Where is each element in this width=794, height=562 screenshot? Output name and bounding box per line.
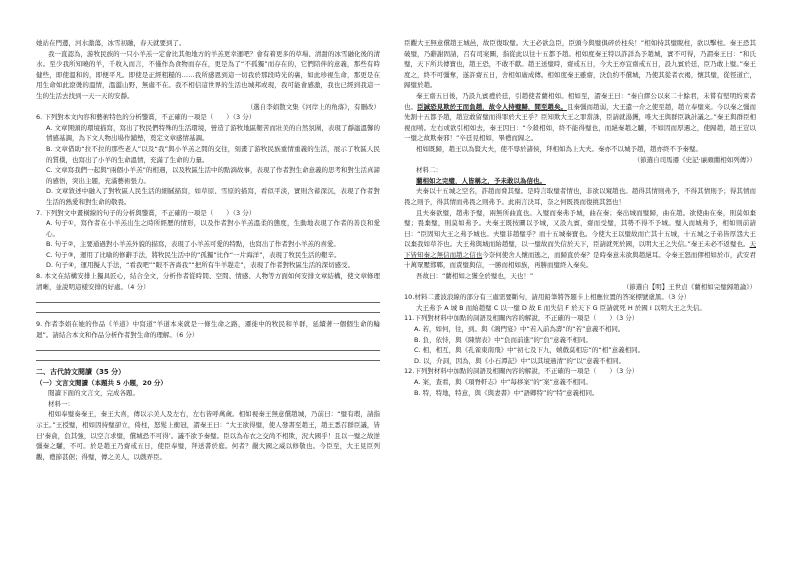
story-paragraph: 我一直認為，游牧民族的一只小羊羔一定會比其他地方的羊羔更幸運吧？會有着更多的草場、清甜的冰雪融化後的清水。至少我所知曉的羊，千收入而言，不僅作為食物而存在，更是為了“不孤獨”而存在的，它們陪伴的意義，那些有時健些，即使溫和的，即便平凡。即使是正經粗糙的……我所感恩到這一切我於那段時光的裏，如此珍視生命，那更是在用生命如此滾燙的溫情，溫澀山野，無處不在。我不相信這世界的生活也城邦或現，我可能會感激，我也已經到我這一生的生活去找到一天一天的安靜。 bbox=[36, 49, 380, 100]
subsection-heading: （一）文言文閱讀（本題共 5 小題，20 分） bbox=[36, 378, 167, 387]
question-9: 9. 作者李娟在她的作品《羊道》中寫道“羊道本來就是一條生命之路，遷徙中的牧民和羊群，延續著一個個生命的輪迴”。請結合本文和作品分析作者對生命的理解。（6 分） bbox=[36, 320, 380, 339]
question-7: 7. 下列對文中畫橫線的句子的分析與鑒賞，不正確的一項是（ ）（3 分） bbox=[36, 208, 256, 217]
answer-line bbox=[36, 302, 380, 303]
q7-option-a: A. 句子①，寫作者在小羊羔出生之時所經歷的情形，以及作者對小羊羔溫柔的態度，生動地表現了作者的善良和愛心。 bbox=[46, 219, 380, 238]
q11-option-a: A. 若，如何，往，到。與《鴻門宴》中“若入前為壽”的“若”意義不相同。 bbox=[414, 325, 625, 334]
material-one-text: 相如奉璧奏秦王，秦王大喜，傳以示美人及左右，左右皆呼萬歲。相如視秦王無意償趙城，乃前曰：“璧有瑕，請指示王。”王授璧，相如因持璧卻立，倚柱，怒髮上衝冠，謂秦王曰：“大王欲得璧，使人發書至趙王，趙王悉召群臣議，皆曰‘秦貪，負其強，以空言求璧，償城恐不可得’。議不欲予秦璧。臣以為布衣之交尚不相欺，況大國乎！且以一璧之故逆彊秦之驩，不可。於是趙王乃齋戒五日，使臣奉璧，拜送書於庭。何者？嚴大國之威以修敬也。今臣至，大王見臣列觀，禮節甚倨；得璧，傳之美人，以戲弄臣。 bbox=[36, 410, 380, 461]
material-one-paragraph: 秦王齋五日後，乃設九賓禮於廷，引趙使者藺相如。相如至，謂秦王曰：“秦自繆公以來二十餘君，未嘗有堅明約束者也。臣誠恐見欺於王而負趙，故令人持璧歸，間至趙矣。且秦彊而趙弱，大王遣一介之使至趙，趙立奉璧來。今以秦之彊而先割十五都予趙，趙豈敢留璧而得罪於大王乎？臣知欺大王之罪當誅，臣請就湯鑊，唯大王與群臣孰計議之。”秦王與群臣相視而嘻。左右或欲引相如去，秦王因曰：“今殺相如，終不能得璧也，而絕秦趙之驩，不如因而厚遇之，使歸趙，趙王豈以一璧之故欺秦邪！”卒廷見相如，畢禮而歸之。 bbox=[404, 91, 757, 143]
source-note: （節選自【明】王世貞《藺相如完璧歸趙論》） bbox=[622, 282, 756, 291]
section-heading: 二、古代詩文閱讀（35 分） bbox=[36, 368, 126, 376]
question-6: 6. 下列對本文內容和藝術特色的分析鑒賞，不正確的一項是（ ）（3 分） bbox=[36, 113, 256, 122]
left-column bbox=[36, 38, 380, 462]
q12-option-b: B. 特，特地，特意，與《與妻書》中“語卿特”的“特”意義相同。 bbox=[414, 388, 599, 397]
material-label: 材料二： bbox=[416, 166, 442, 175]
material-two-text: 夫秦以十五城之空名，詐趙而脅其璧。是時言取璧者情也，非欲以窺趙也。趙得其情則弗予，不得其情則予；得其情而畏之則予，得其情而弗畏之則弗予。此兩言決耳，奈之何既畏而復挑其怒也！ bbox=[404, 187, 756, 206]
question-11: 11.下列對材料中加點的詞語及相關內容的解說，不正確的一項是（ ）（3 分） bbox=[404, 314, 639, 323]
material-one-ending: 相如既歸，趙王以為賢大夫，使不辱於諸侯，拜相如為上大夫。秦亦不以城予趙，趙亦終不予秦璧。 bbox=[416, 144, 702, 153]
answer-line bbox=[36, 350, 380, 351]
q6-option-c: C. 文章寫我們一起與“兩個小羊羔”的相遇，以及牧區生活中的點滴故事，表現了作者對生命意義的思考和對生活真諦的感悟，突出主題，充滿藝術張力。 bbox=[46, 166, 380, 185]
material-one-continued: 臣觀大王無意償趙王城邑，故臣復取璧。大王必欲急臣，臣頭今與璧俱碎於柱矣！”相如持其璧睨柱，欲以擊柱。秦王恐其破璧，乃辭謝固請，召有司案圖，指從此以往十五都予趙。相如度秦王特以詐詳為予趙城，實不可得，乃謂秦王曰：“和氏璧，天下所共傳寶也，趙王恐，不敢不獻。趙王送璧時，齋戒五日，今大王亦宜齋戒五日，設九賓於廷，臣乃敢上璧。”秦王度之，終不可彊奪，遂許齋五日，舍相如廣成傳。相如度秦王雖齋，決負約不償城，乃使其從者衣褐，懷其璧，從徑道亡，歸璧於趙。 bbox=[404, 39, 756, 90]
question-8: 8. 本文在結構安排上獨具匠心，結合全文，分析作者從時間、空間、情感、人物等方面如何安排文章結構，使文章條理清晰，並說明這樣安排的好處。（4 分） bbox=[36, 272, 380, 291]
q7-option-d: D. 句子④，運用擬人手法，“看我吧”“眼不吝嗇我”“把所有牛羊趕走”，表現了作者對牧區生活的深切感受。 bbox=[46, 261, 355, 270]
material-label: 材料一： bbox=[48, 399, 74, 408]
source-note: （選自李娟散文集《河岸上的角落》，有刪改） bbox=[246, 102, 380, 111]
story-ending: 她站在門邊，河水激蕩，冰雪初融，春天就要到了。 bbox=[36, 39, 186, 47]
question-10: 10.材料二畫波浪線的部分有三處需要斷句，請用鉛筆將答題卡上相應位置的答案標號塗黑。（3 分） bbox=[404, 293, 691, 302]
question-12: 12.下列對材料中加點的詞語及相關內容的解說，不正確的一項是（ ）（3 分） bbox=[404, 367, 639, 376]
q11-option-d: D. 以，介詞，因為，與《小石潭記》中“以其境過清”的“以”意義不相同。 bbox=[414, 356, 626, 365]
right-column bbox=[404, 38, 756, 398]
q11-option-b: B. 負，依恃，與《陳情表》中“負而前進”的“負”意義不相同。 bbox=[414, 335, 593, 344]
source-note: （節選自司馬遷《史記·廉頗藺相如列傳》） bbox=[633, 155, 756, 164]
q7-option-b: B. 句子②，主要通過對小羊羔外貌的描寫，表現了小羊羔可愛的特點，也寫出了作者對小羊羔的喜愛。 bbox=[46, 240, 340, 249]
material-two-heading: 藺相如之完璧，人皆稱之，予未敢以為信也。 bbox=[416, 176, 546, 185]
q6-option-a: A. 文章開頭的環境描寫，寫出了牧民們特殊的生活環境，營造了游牧地區艱苦而壯美的自然氛圍，表現了靜謐溫馨的情感基調，為下文人物出場作鋪墊，奠定文章感情基調。 bbox=[46, 123, 380, 143]
q12-option-a: A. 案，查看，與《項脊軒志》中“每移案”的“案”意義不相同。 bbox=[414, 378, 592, 386]
q7-option-c: C. 句子③，運用了比喻的修辭手法，將牧民生活中的“孤獨”比作“一片海洋”，表現了牧民生活的艱辛。 bbox=[46, 250, 341, 259]
material-two-ending: 吾故曰：“藺相如之獲全於璧也，天也！” bbox=[416, 272, 534, 281]
q6-option-b: B. 文章借助“拉不拉的那些老人”以及“我”與小羊羔之間的交往，刻畫了游牧民族重情重義的生活，展示了牧區人民的質樸，也寫出了小羊的生命溫情，充滿了生命的力量。 bbox=[46, 144, 380, 164]
q10-sentence: 大王弗予 A 城 B 而紿趙璧 C 以一璧 D 故 E 而失信 F 於天下 G 臣請就死 H 於國 I 以明大王之失信。 bbox=[416, 303, 706, 312]
q6-option-d: D. 文章敘述中融入了對牧區人民生活的細膩描寫，如草原、雪原的描寫，看似平淡，實則含蓄深沉，表現了作者對生活的熱愛和對生命的敬畏。 bbox=[46, 187, 380, 206]
instruction: 閱讀下面的文言文，完成各題。 bbox=[48, 389, 139, 398]
underlined-sentence: 天下皆知秦之無信而趙之信也 bbox=[404, 240, 756, 259]
material-two-text: 且夫秦欲璧，趙弗予璧，兩無所曲直也。入璧而秦弗予城，曲在秦；秦出城而璧歸，曲在趙。欲使曲在秦，則莫如棄璧；畏棄璧，則莫如弗予。夫秦王既按圖以予城，又設九賓，齋而受璧，其勢不得不予城。璧入而城弗予，相如則前請曰：“臣固知大王之弗予城也。夫璧非趙璧乎？而十五城秦寶也。今使大王以璧故而亡其十五城，十五城之子弟皆厚怨大王以棄我如草芥也。大王弗與城而紿趙璧，以一璧故而失信於天下，臣請就死於國，以明大王之失信。”秦王未必不返璧也。天下皆知秦之無信而趙之信也今奈何使舍人懷而逃之，而歸直於秦？是時秦意未欲與趙絕耳。令秦王怒而僇相如於市，武安君十萬眾壓邯鄲，而責璧與信，一勝而相如族，再勝而璧終入秦矣。 bbox=[404, 208, 757, 270]
q11-option-c: C. 相，相互，與《孔雀東南飛》中“初七及下九，嬉戲莫相忘”的“相”意義相同。 bbox=[414, 346, 645, 355]
underlined-sentence: 臣誠恐見欺於王而負趙，故令人持璧歸，間至趙矣。 bbox=[417, 102, 567, 111]
